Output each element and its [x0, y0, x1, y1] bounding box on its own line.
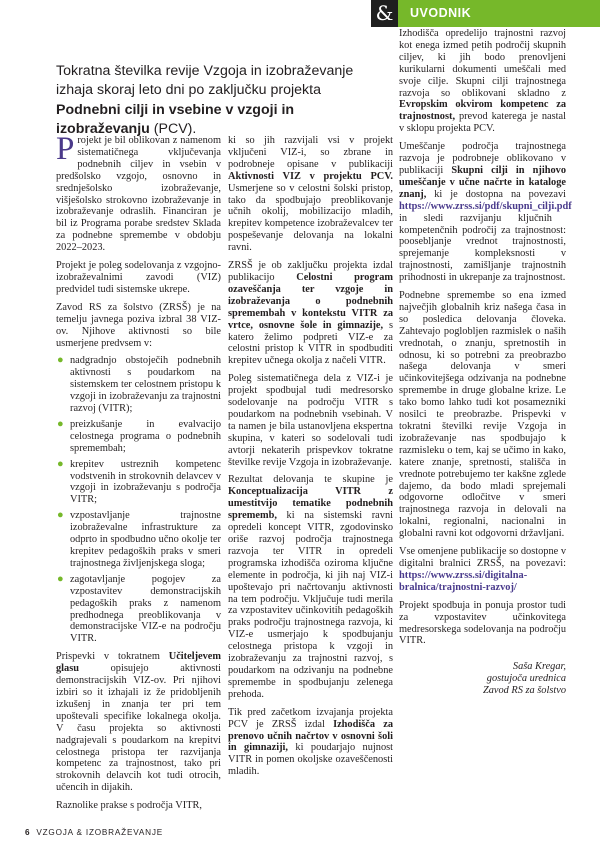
list-item-text: nadgradnjo obstoječih podnebnih aktivnosti s poudarkom na sistemskem ter celostnem pristopu k vzgoji in izobraževanju za trajnostni razvoj (VITR);	[70, 355, 221, 415]
paragraph-text: opisujejo aktivnosti demonstracijskih VIZ-ov. Pri njihovi izbiri so it izhajali iz že pridobljenih izkušenj in znanja ter pri tem upoštevali specifike lokalnega okolja. V času projekta so aktivnosti nadgrajevali s poudarkom na krepitvi celostnega pristopa ter razvijanja kompetenc za trajnostnost, tako pri strokovnih delavcih kot tudi otrocih, učencih in dijakih.	[56, 663, 221, 794]
list-item	[56, 355, 221, 415]
bold-title: Konceptualizacija VITR z umestitvijo tematike podnebnih sprememb,	[228, 486, 393, 522]
lead-project-title: Podnebni cilji in vsebine v vzgoji in izobraževanju	[56, 101, 295, 138]
paragraph-text: ZRSŠ je ob zaključku projekta izdal publikacijo	[228, 260, 393, 283]
digitalna-bralnica-link[interactable]: https://www.zrss.si/digitalna-bralnica/trajnostni-razvoj/	[399, 569, 528, 593]
bullet-icon: ●	[57, 572, 64, 585]
author-name: Saša Kregar,	[512, 661, 566, 673]
lead-paragraph	[56, 62, 386, 140]
section-title: UVODNIK	[410, 6, 472, 20]
bold-title: Aktivnosti VIZ v projektu PCV.	[228, 170, 393, 182]
paragraph-text: Prispevki v tokratnem	[56, 651, 169, 663]
paragraph-text: in sledi razvijanju ključnih kompetenčnih področij za trajnostnost: poosebljanje vrednot trajnostnosti, sprejemanje kompleksnosti v trajnostnosti, zamišljanje trajnostnih prihodnosti in ukrepanje za trajnostnost.	[399, 212, 566, 284]
paragraph-text: Tik pred začetkom izvajanja projekta PCV je ZRSŠ izdal	[228, 706, 393, 730]
list-item	[56, 419, 221, 455]
activities-list	[56, 355, 221, 645]
paragraph	[399, 546, 566, 594]
paragraph	[56, 651, 221, 794]
paragraph	[399, 141, 572, 284]
paragraph-text: rojekt je bil oblikovan z namenom sistematičnega vključevanja podnebnih ciljev in vsebin v predšolsko vzgojo, osnovno in srednješolsko izobraževanje, višješolsko strokovno izobraževanje in izobraževanje odraslih. Financiran je bil iz Programa porabe sredstev Sklada za podnebne spremembe v obdobju 2022–2023.	[56, 135, 221, 254]
paragraph	[399, 28, 566, 135]
page-footer	[25, 828, 163, 837]
paragraph: Raznolike prakse s področja VITR,	[56, 800, 203, 812]
author-role: gostujoča urednica	[486, 673, 566, 685]
paragraph	[228, 260, 393, 367]
journal-name: VZGOJA & IZOBRAŽEVANJE	[36, 828, 163, 837]
paragraph: Podnebne spremembe so ena izmed največjih globalnih kriz našega časa in so posledica delovanja človeka. Zahtevajo poglobljen razmislek o naših vrednotah, o znanju, spretnostih in odnosu, ki so potrebni za preobrazbo našega delovanja v smeri učinkovitejšega odzivanja na podnebne spremembe in druge globalne krize. Le tako bomo lahko tudi kot posamezniki nosilci te preobrazbe. Prispevki v tokratni številki revije Vzgoja in izobraževanje nas spodbujajo k razmisleku o tem, kaj se učimo in kako, katere znanje, spretnosti, stališča in vrednote potrebujemo ter kakšne zglede dajemo, da bodo mladi sprejemali odgovorne odločitve v smeri trajnostnega razvoja in delovali na lokalni, regionalni, nacionalni in globalni ravni kot odgovorni državljani.	[399, 290, 566, 540]
paragraph	[228, 135, 393, 254]
paragraph-text: Usmerjene so v celostni šolski pristop, tako da spodbujajo preoblikovanje učnih okolij, mobilizacijo mladih, krepitev kompetence izobraževalcev ter pospeševanje delovanja na lokalni ravni.	[228, 182, 393, 254]
intro-paragraph	[56, 131, 221, 254]
list-item-text: zagotavljanje pogojev za vzpostavitev demonstracijskih pedagoških praks z namenom predhodnega preoblikovanja v demonstracijske VIZ-e na področju VITR.	[70, 573, 221, 645]
bullet-icon: ●	[57, 354, 64, 367]
paragraph-text: s katero želimo podpreti VIZ-e za celostni pristop k VITR in spodbuditi krepitev učnega okolja z načeli VITR.	[228, 319, 393, 367]
bullet-icon: ●	[57, 509, 64, 522]
paragraph-text: Vse omenjene publikacije so dostopne v digitalni bralnici ZRSŠ, na povezavi:	[399, 546, 566, 569]
paragraph-text: ki poudarjajo nujnost VITR in pomen okoljske ozaveščenosti mladih.	[228, 742, 394, 778]
paragraph-text: ki so jih razvijali vsi v projekt vključeni VIZ-i, so zbrane in podrobneje opisane v publikaciji	[228, 135, 393, 170]
paragraph-text: prevod katerega je nastal v sklopu projekta PCV.	[399, 111, 566, 135]
bold-title: Celostni program ozaveščanja ter vzgoje in izobraževanja o podnebnih spremembah v kontekstu VITR za vrtce, osnovne šole in gimnazije,	[228, 271, 394, 331]
paragraph: Projekt spodbuja in ponuja prostor tudi za vzpostavitev učinkovitega medresorskega sodelovanja na področju VITR.	[399, 599, 566, 647]
list-item-text: krepitev ustreznih kompetenc vodstvenih in strokovnih delavcev v vzgoji in izobraževanju s področja VITR;	[70, 458, 221, 506]
section-header-band	[398, 0, 600, 27]
column-3	[399, 28, 572, 697]
paragraph-text: ki na sistemski ravni opredeli koncept VITR, zgodovinsko oriše razvoj področja trajnostnega razvoja ter VITR in opredeli programska izhodišča oziroma ključne elemente in področja, ki jih naj VIZ-i upoštevajo pri načrtovanju aktivnosti na tem področju. Vključuje tudi merila za vzpostavitev učinkovitih pedagoških praks področju trajnostnega razvoja, ki VIZ-e usmerjajo k spodbujanju celostnega pristopa k vzgoji in izobraževanju za trajnostni razvoj, s poudarkom na odzivanju na podnebne spremembe in spodbujanju zelenega prehoda.	[228, 510, 393, 700]
lead-text: Tokratna številka revije Vzgoja in izobraževanje izhaja skoraj leto dni po zaključku projekta	[56, 63, 354, 99]
column-1	[56, 131, 221, 818]
bold-title: Evropskim okvirom kompetenc za trajnostnost,	[399, 99, 566, 123]
paragraph-text: Rezultat delovanja te skupine je	[228, 474, 393, 486]
author-organization: Zavod RS za šolstvo	[482, 685, 566, 697]
paragraph: Poleg sistematičnega dela z VIZ-i je projekt spodbujal tudi medresorsko sodelovanje na področju VITR s poudarkom na podnebnih vsebinah. V ta namen je bila ustanovljena ekspertna skupina, v kateri so sodelovali tudi avtorji nekaterih prispevkov tokratne številke revije Vzgoja in izobraževanje.	[228, 373, 393, 468]
paragraph-text: Umeščanje področja trajnostnega razvoja je podrobneje oblikovano v publikaciji	[399, 141, 566, 176]
list-item-text: vzpostavljanje trajnostne izobraževalne infrastrukture za odprto in spodbudno učno okolje ter krepitev pedagoških praks v smeri trajnostnega življenjskega sloga;	[70, 510, 221, 569]
list-item	[56, 574, 221, 645]
paragraph-text: ki je dostopna na povezavi	[426, 188, 566, 200]
bold-title: Izhodišča za prenovo učnih načrtov v osnovni šoli in gimnaziji,	[228, 718, 393, 754]
paragraph	[228, 707, 393, 778]
drop-cap: P	[56, 131, 75, 167]
logo-text: &	[375, 1, 394, 25]
page-number: 6	[25, 828, 31, 837]
list-item	[56, 459, 221, 507]
bullet-icon: ●	[57, 417, 64, 430]
paragraph	[228, 474, 393, 700]
skupni-cilji-link[interactable]: https://www.zrss.si/pdf/skupni_cilji.pdf	[399, 200, 572, 212]
bold-title: Skupni cilji in njihovo umeščanje v učne načrte in kataloge znanj,	[399, 164, 566, 200]
column-2	[228, 135, 393, 784]
lead-text-end: (PCV).	[149, 121, 197, 138]
paragraph: Zavod RS za šolstvo (ZRSŠ) je na temelju javnega poziva izbral 38 VIZ-ov. Njihove aktivnosti so bile usmerjene predvsem v:	[56, 301, 221, 349]
paragraph: Projekt je poleg sodelovanja z vzgojno-izobraževalnimi zavodi (VIZ) predvidel tudi sistemske ukrepe.	[56, 260, 221, 295]
signature-block	[399, 661, 566, 697]
list-item	[56, 510, 221, 570]
paragraph-text: Izhodišča opredelijo trajnostni razvoj kot enega izmed petih področij skupnih ciljev, ki jih bodo prenovljeni kurikularni dokumenti umeščali med svoje cilje. Skupni cilji trajnostnega razvoja so oblikovani skladno z	[399, 28, 566, 99]
bullet-icon: ●	[57, 457, 64, 470]
list-item-text: preizkušanje in evalvacijo celostnega programa o podnebnih spremembah;	[70, 418, 221, 454]
journal-ampersand-logo	[371, 0, 398, 27]
bold-title: Učiteljevem glasu	[56, 651, 221, 675]
